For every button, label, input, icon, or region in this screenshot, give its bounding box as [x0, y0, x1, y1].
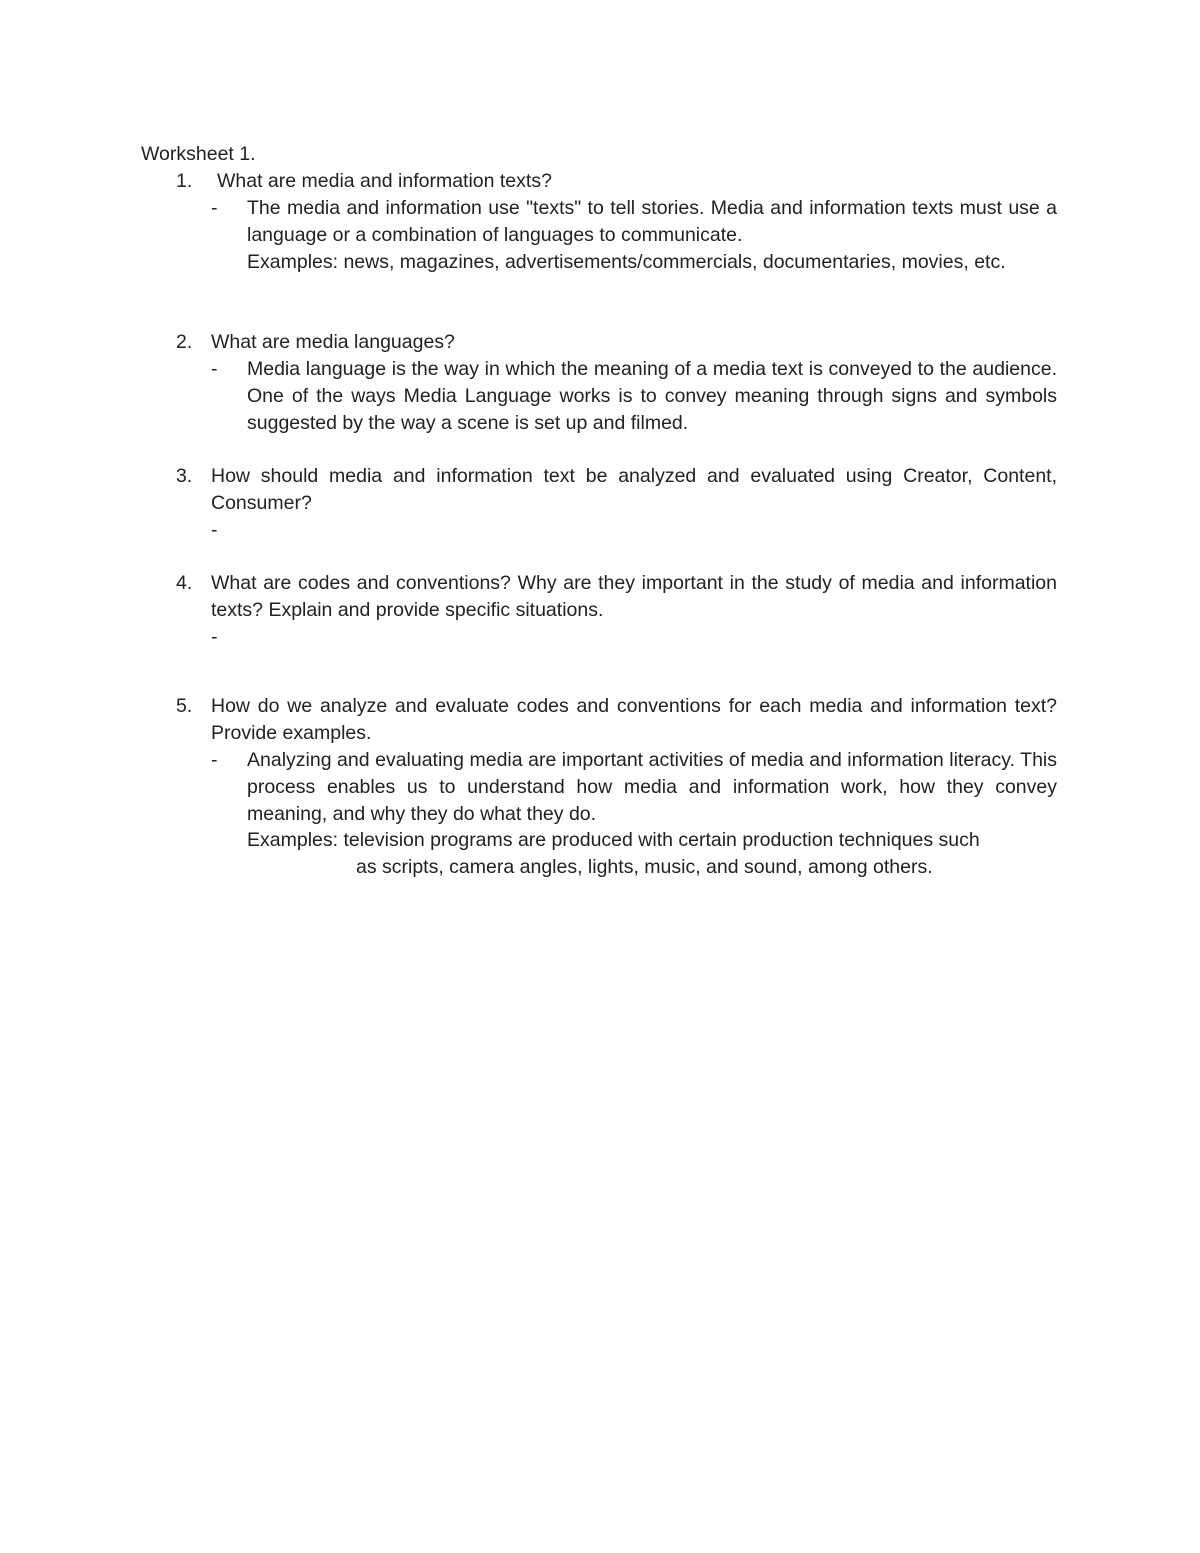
- worksheet-title: Worksheet 1.: [141, 143, 256, 165]
- answer-text-block: [247, 356, 1057, 436]
- answer-dash: -: [211, 358, 218, 380]
- answer-dash: -: [211, 626, 218, 648]
- answer-examples: [247, 827, 1057, 881]
- question-text: What are codes and conventions? Why are they important in the study of media and information texts? Explain and provide specific situations.: [211, 572, 1057, 621]
- question-text: What are media languages?: [211, 331, 455, 353]
- answer-dash: -: [211, 749, 218, 771]
- answer-dash: -: [211, 519, 218, 541]
- answer-dash: -: [211, 197, 218, 219]
- answer-text: The media and information use "texts" to tell stories. Media and information texts must use a language or a combination of languages to communicate.: [247, 197, 1057, 246]
- question-number: 2.: [176, 331, 193, 353]
- question-number: 4.: [176, 572, 193, 594]
- answer-text-block: [247, 747, 1057, 881]
- answer-text: Analyzing and evaluating media are important activities of media and information literacy. This process enables us to understand how media and information work, how they convey meaning, and why they do what they do.: [247, 749, 1057, 825]
- answer-examples: Examples: news, magazines, advertisements/commercials, documentaries, movies, etc.: [247, 250, 1006, 273]
- answer-text: Media language is the way in which the meaning of a media text is conveyed to the audience. One of the ways Media Language works is to convey meaning through signs and symbols suggested by the way a scene is set up and filmed.: [247, 358, 1057, 434]
- answer-examples-line-1: Examples: television programs are produced with certain production techniques such: [247, 829, 980, 852]
- question-text: How should media and information text be analyzed and evaluated using Creator, Content, Consumer?: [211, 465, 1057, 514]
- question-text: What are media and information texts?: [217, 170, 552, 192]
- question-text: How do we analyze and evaluate codes and conventions for each media and information text? Provide examples.: [211, 695, 1057, 744]
- question-number: 5.: [176, 695, 193, 717]
- answer-text-block: [247, 195, 1057, 275]
- answer-examples-line-2: as scripts, camera angles, lights, music, and sound, among others.: [356, 856, 933, 879]
- question-number: 1.: [176, 170, 193, 192]
- question-number: 3.: [176, 465, 193, 487]
